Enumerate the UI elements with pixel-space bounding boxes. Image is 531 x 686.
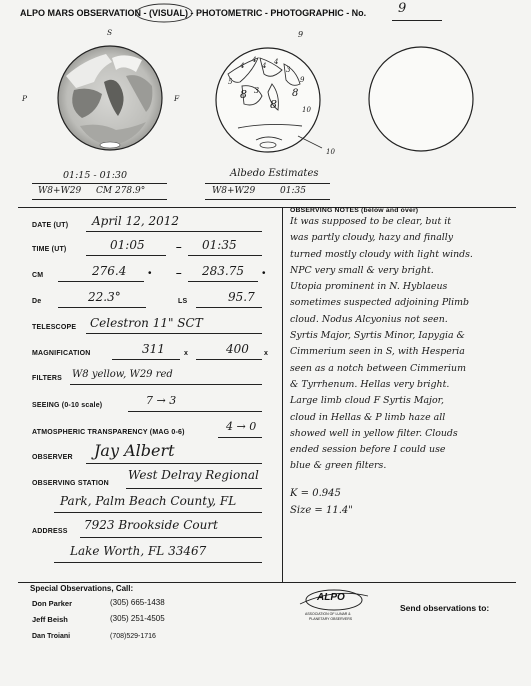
address-rule-2	[54, 562, 262, 563]
drawing1-time-line	[32, 183, 167, 184]
alpo-logo	[286, 584, 382, 628]
cm-end: 283.75	[202, 264, 244, 278]
de-value: 22.3°	[88, 290, 121, 304]
drawing2-time-line	[205, 199, 330, 200]
contact-name: Jeff Beish	[32, 615, 68, 624]
form-bottom-rule	[18, 582, 516, 583]
observer-label: OBSERVER	[32, 454, 73, 461]
transparency-label: ATMOSPHERIC TRANSPARENCY (MAG 0-6)	[32, 429, 185, 436]
contact-name: Don Parker	[32, 599, 73, 608]
observer-value: Jay Albert	[94, 441, 175, 460]
observer-line	[86, 463, 262, 464]
albedo-estimate: 4	[262, 62, 267, 70]
seeing-value: 7 → 3	[146, 394, 177, 407]
telescope-label: TELESCOPE	[32, 324, 77, 331]
albedo-estimate: 8	[240, 88, 247, 101]
alpo-logo-sub-2: PLANETARY OBSERVERS	[309, 617, 353, 621]
time-start: 01:05	[110, 238, 145, 252]
albedo-estimate: 10	[302, 106, 311, 114]
time-dash: –	[176, 242, 182, 253]
seeing-line	[128, 411, 262, 412]
k-value: K = 0.945	[290, 488, 341, 499]
form-divider	[282, 207, 283, 582]
drawing2-albedo-line	[205, 183, 330, 184]
cm-line-1	[58, 281, 144, 282]
date-value: April 12, 2012	[92, 214, 180, 228]
mag-value-2: 400	[226, 342, 249, 356]
mag-line-1	[112, 359, 180, 360]
filters-label: FILTERS	[32, 375, 63, 382]
south-label: S	[107, 28, 113, 37]
time-line-1	[86, 255, 166, 256]
station-rule-1	[126, 488, 262, 489]
address-line-2: Lake Worth, FL 33467	[70, 544, 207, 558]
header-visual: (VISUAL)	[149, 8, 189, 18]
drawing2-albedo-label: Albedo Estimates	[230, 168, 319, 179]
station-line-1: West Delray Regional	[128, 468, 259, 482]
time-end: 01:35	[202, 238, 237, 252]
ls-label: LS	[178, 298, 188, 305]
telescope-line	[86, 333, 262, 334]
filters-value: W8 yellow, W29 red	[72, 369, 173, 380]
station-label: OBSERVING STATION	[32, 480, 109, 487]
size-value: Size = 11.4"	[290, 505, 353, 516]
preceding-label: P	[22, 94, 28, 103]
observing-notes: It was supposed to be clear, but it was partly cloudy, hazy and finally turned mostly cloudy with light winds. NPC very small & very bright. Utopia prominent in N. Hyblaeus sometimes suspected adjoining Plimb cloud. Nodus Alcyonius not seen. Syrtis Major, Syrtis Minor, Iapygia & Cimmerium seen in S, with Hesperia seen as a notch between Cimmerium & Tyrrhenum. Hellas very bright. Large limb cloud F Syrtis Major, cloud in Hellas & P limb haze all showed well in yellow filter. Clouds ended session before I could use blue & green filters.	[290, 216, 473, 472]
station-rule-2	[54, 512, 262, 513]
cm-start: 276.4	[92, 264, 127, 278]
albedo-estimate: 3	[286, 66, 291, 74]
address-label: ADDRESS	[32, 528, 68, 535]
cm-dot-1: •	[148, 268, 152, 279]
mars-drawing-3-empty	[366, 44, 476, 154]
contact-name: Dan Troiani	[32, 633, 71, 640]
observation-number: 9	[398, 1, 407, 16]
albedo-estimate: 4	[252, 56, 257, 64]
drawing1-filters: W8+W29	[38, 186, 82, 196]
special-observations: Special Observations, Call:	[30, 584, 134, 593]
time-line-2	[188, 255, 262, 256]
albedo-estimate: 9	[300, 76, 305, 84]
de-label: De	[32, 298, 42, 305]
drawing1-cm-line	[32, 199, 167, 200]
header-rest: - PHOTOMETRIC - PHOTOGRAPHIC - No.	[188, 8, 367, 18]
telescope-value: Celestron 11" SCT	[90, 316, 203, 330]
albedo-estimate: 4	[274, 58, 279, 66]
albedo-estimate: 8	[270, 98, 277, 111]
station-line-2: Park, Palm Beach County, FL	[60, 494, 237, 508]
number-underline	[392, 20, 442, 21]
address-rule-1	[80, 537, 262, 538]
following-label: F	[174, 94, 180, 103]
date-line	[86, 231, 262, 232]
albedo-estimate: 4	[240, 62, 245, 70]
albedo-estimate: 3	[254, 86, 260, 95]
albedo-estimate: 9	[298, 30, 304, 39]
cm-dash: –	[176, 268, 182, 279]
mag-x-2: x	[264, 350, 269, 357]
contact-phone: (708)529-1716	[110, 633, 156, 640]
drawing2-time: 01:35	[280, 186, 306, 196]
send-observations: Send observations to:	[400, 603, 490, 613]
mag-x-1: x	[184, 350, 189, 357]
transparency-value: 4 → 0	[226, 420, 257, 433]
albedo-estimate: 10	[326, 148, 335, 156]
ls-line	[196, 307, 262, 308]
ls-value: 95.7	[228, 290, 255, 304]
cm-line-2	[188, 281, 258, 282]
alpo-logo-text: ALPO	[317, 592, 345, 603]
transparency-line	[218, 437, 262, 438]
cm-dot-2: •	[262, 268, 266, 279]
albedo-estimate: 5	[228, 78, 233, 86]
contact-phone: (305) 251-4505	[110, 614, 165, 623]
header-title-prefix: ALPO MARS OBSERVATION -	[20, 8, 150, 18]
cm-label: CM	[32, 272, 44, 279]
mars-drawing-1	[54, 42, 166, 154]
drawing1-cm: CM 278.9°	[96, 186, 146, 196]
de-line	[58, 307, 146, 308]
mars-drawing-2-albedo	[212, 44, 324, 156]
seeing-label: SEEING (0-10 scale)	[32, 402, 103, 409]
mag-line-2	[196, 359, 262, 360]
form-top-rule	[18, 207, 516, 208]
time-label: TIME (UT)	[32, 246, 67, 253]
alpo-logo-sub-1: ASSOCIATION OF LUNAR &	[305, 612, 351, 616]
magnification-label: MAGNIFICATION	[32, 350, 91, 357]
mag-value-1: 311	[142, 342, 165, 356]
drawing1-time: 01:15 - 01:30	[63, 170, 128, 181]
filters-line	[70, 384, 262, 385]
drawing2-filters: W8+W29	[212, 186, 256, 196]
visual-circle-mark	[134, 2, 194, 24]
notes-label: OBSERVING NOTES (below and over)	[290, 207, 419, 214]
albedo-estimate: 8	[292, 88, 299, 99]
date-label: DATE (UT)	[32, 222, 69, 229]
address-line-1: 7923 Brookside Court	[84, 518, 218, 532]
contact-phone: (305) 665-1438	[110, 598, 165, 607]
